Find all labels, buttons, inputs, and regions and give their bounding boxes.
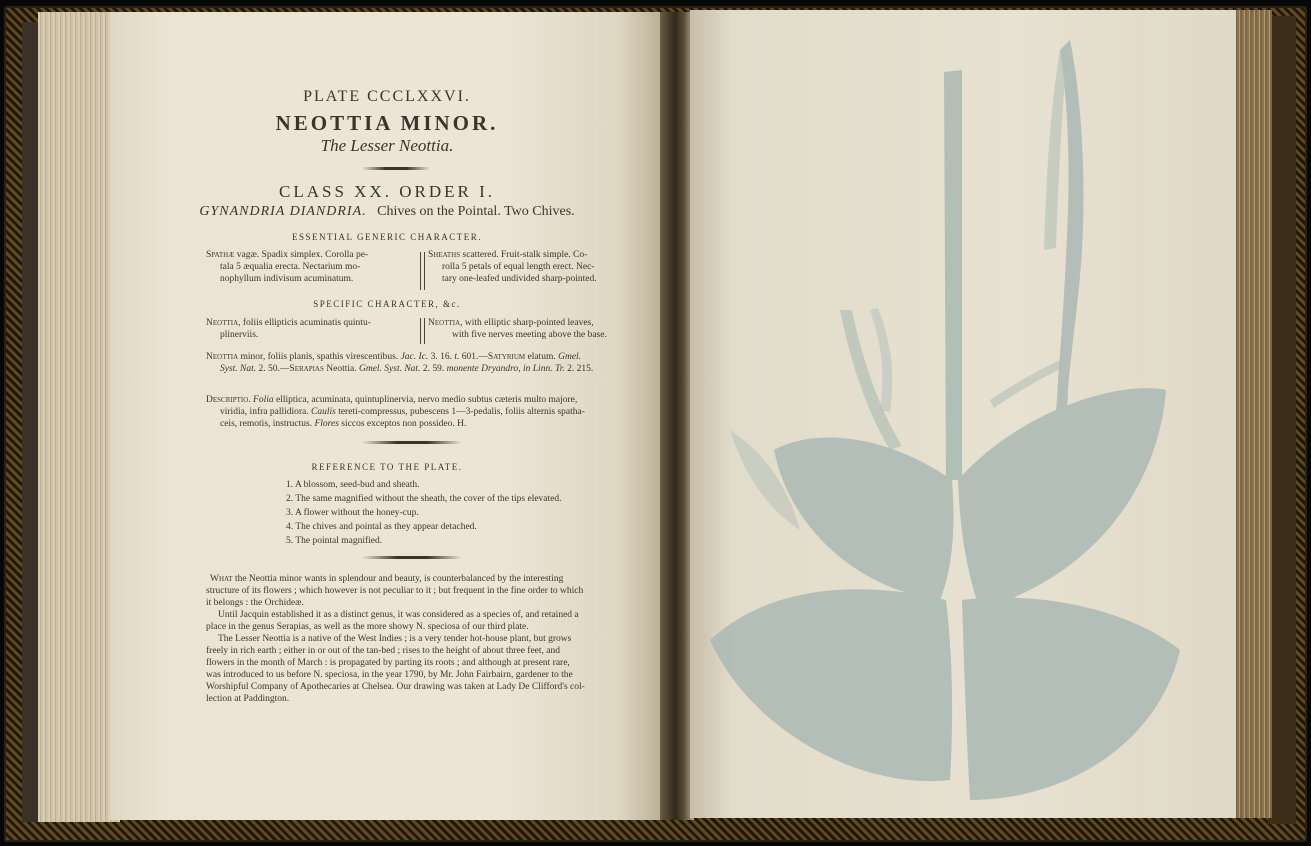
classification-line	[110, 204, 664, 220]
specific-character-heading: SPECIFIC CHARACTER, &c.	[313, 299, 461, 309]
essential-generic-heading: ESSENTIAL GENERIC CHARACTER.	[292, 232, 482, 242]
synonymy: Neottia minor, foliis planis, spathis virescentibus. Jac. Ic. 3. 16. t. 601.—Satyrium elatum. Gmel. Syst. Nat. 2. 50.—Serapias Neottia. Gmel. Syst. Nat. 2. 59. monente Dryandro, in Linn. Tr. 2. 215.	[206, 352, 594, 374]
latin-class: GYNANDRIA DIANDRIA.	[199, 204, 367, 219]
offset-plant-illustration	[690, 10, 1236, 818]
common-name: The Lesser Neottia.	[320, 136, 454, 155]
body-text: What the Neottia minor wants in splendour and beauty, is counterbalanced by the interesting structure of its flowers ; which however is not peculiar to it ; but frequent in the fine order to which it belongs : the Orchideæ. Until Jacquin established it as a distinct genus, it was considered as a species of, and retained a place in the genus Serapias, as well as the more showy N. speciosa of our third plate. The Lesser Neottia is a native of the West Indies ; is a very tender hot-house plant, but grows freely in rich earth ; either in or out of the tan-bed ; rises to the height of about three feet, and flowers in the month of March : is propagated by parting its roots ; and although at present rare, was introduced to us before N. speciosa, in the year 1790, by Mr. John Fairbairn, gardener to the Worshipful Company of Apothecaries at Chelsea. Our drawing was taken at Lady De Clifford's col- lection at Paddington.	[206, 574, 585, 704]
column-divider	[420, 318, 425, 344]
right-page	[690, 10, 1236, 818]
reference-item: 1. A blossom, seed-bud and sheath.	[286, 480, 420, 490]
specific-english-column: Neottia, with elliptic sharp-pointed leaves, with five nerves meeting above the base.	[428, 318, 607, 340]
ornament-rule	[362, 167, 430, 170]
reference-item: 2. The same magnified without the sheath, the cover of the tips elevated.	[286, 494, 562, 504]
ornament-rule	[362, 441, 462, 444]
plate-title: NEOTTIA MINOR.	[275, 111, 499, 135]
description: Descriptio. Folia elliptica, acuminata, quintuplinervia, nervo medio subtus cæteris multo majore, viridia, infra pallidiora. Caulis tereti-compressus, pubescens 1—3-pedalis, foliis alternis spatha- ceis, remotis, instructus. Flores siccos exceptos non possideo. H.	[206, 395, 585, 429]
essential-english-column: Sheaths scattered. Fruit-stalk simple. Co- rolla 5 petals of equal length erect. Nec- tary one-leafed undivided sharp-pointed.	[428, 250, 597, 284]
reference-item: 5. The pointal magnified.	[286, 536, 383, 546]
plate-text-page	[110, 12, 664, 820]
plate-number: PLATE CCCLXXVI.	[303, 88, 471, 105]
ornament-rule	[362, 556, 462, 559]
class-order: CLASS XX. ORDER I.	[279, 182, 495, 201]
column-divider	[420, 252, 425, 290]
english-class: Chives on the Pointal. Two Chives.	[377, 204, 575, 219]
specific-latin-column: Neottia, foliis ellipticis acuminatis quintu- plinerviis.	[206, 318, 371, 340]
essential-latin-column: Spathæ vagæ. Spadix simplex. Corolla pe- tala 5 æqualia erecta. Nectarium mo- nophyllum indivisum acuminatum.	[206, 250, 369, 284]
reference-item: 3. A flower without the honey-cup.	[286, 508, 419, 518]
right-page-edges	[1232, 10, 1272, 818]
right-board	[1268, 16, 1296, 824]
reference-item: 4. The chives and pointal as they appear detached.	[286, 522, 477, 532]
left-page-edges	[38, 12, 120, 822]
reference-heading: REFERENCE TO THE PLATE.	[311, 462, 463, 472]
book-gutter	[660, 12, 694, 820]
